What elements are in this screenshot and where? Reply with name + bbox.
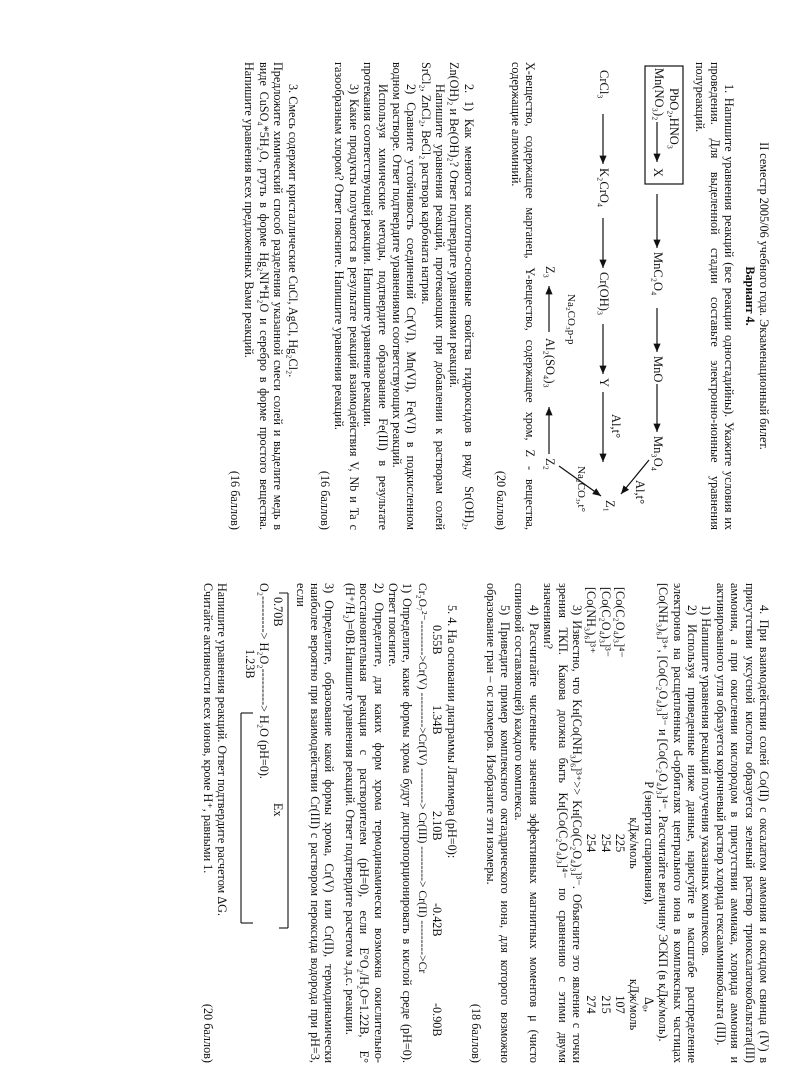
- latimer-chain: Cr₂O₇²⁻--------->Cr(V) --------->Cr(IV) ---------> Cr(III) ---------> Cr(II) --------->Cr: [416, 583, 430, 974]
- scheme-mn3o4: Mn₃O₄: [651, 436, 666, 472]
- reaction-scheme: [537, 62, 687, 530]
- col-p-unit: кДж/моль: [627, 817, 642, 869]
- exam-title: II семестр 2005/06 учебного года. Экзаменационный билет.: [757, 142, 771, 450]
- table-row: [613, 583, 627, 1063]
- q2-part2-b: Используя химические методы, подтвердите образование Fe(III) в результате протекания соответствующей реакции. Напишите уравнение реакции.: [361, 62, 390, 530]
- scheme-al-t-top: Al,t°: [633, 480, 648, 505]
- q4-item5: 5) Приведите пример комплексного октаэдрического иона, для которого возможно образование гран – ос изомеров. Изобразите эти изомеры.: [483, 583, 512, 1063]
- latimer-e1: 0.55В: [430, 625, 445, 655]
- latimer-e2: 1.34В: [430, 705, 445, 735]
- q3-intro: 3. Смесь содержит кристаллические CuCl, AgCl, Hg₂Cl₂.: [285, 84, 300, 378]
- latimer-e3: 2.10В: [430, 811, 445, 841]
- scheme-k2cro4: K₂CrO₄: [597, 168, 612, 208]
- ion-cell: [Co(NH₃)₆]³⁺: [584, 587, 599, 654]
- p-cell: 254: [598, 833, 613, 853]
- ion-cell: [Co(C₂O₄)₃]⁴⁻: [613, 587, 628, 658]
- scheme-mnc2o4: MnC₂O₄: [651, 252, 666, 296]
- peroxide-chain: O₂---------> H₂O₂---------> H₂O (pH=0).: [257, 583, 272, 779]
- scheme-na2co3-solution: Na₂CO₃р-р: [565, 294, 578, 345]
- q2-score: (16 баллов): [317, 470, 332, 530]
- q4-item1: 1) Напишите уравнения реакций получения указанных комплексов.: [699, 605, 714, 957]
- q5-final-row: [215, 583, 229, 1063]
- scheme-z2: Z₂: [543, 458, 558, 470]
- q2-part1-b: Напишите уравнения реакций, протекающих при добавлении к растворам солей SrCl₂, ZnCl₂, BeCl₂ раствора карбоната натрия.: [418, 62, 448, 530]
- col-p-header: P (энергия спаривания),: [641, 781, 656, 905]
- latimer-e5: -0.90В: [430, 1003, 445, 1037]
- energy-table-header: [627, 583, 656, 1063]
- scheme-na2co3-t: Na₂CO₃,t°: [575, 466, 588, 512]
- scheme-mn-nitrate: Mn(NO₃)₂: [652, 68, 667, 121]
- table-row: [598, 583, 612, 1063]
- q3-text: Предложите химический способ разделения указанной смеси солей и выделите медь в виде CuSO₄*5H₂O, ртуть в форме Hg₂NI*H₂O и серебро в форме простого вещества. Напишите уравнения всех предложенных Вами реакций.: [242, 62, 286, 530]
- latimer-e4: -0.42В: [430, 903, 445, 937]
- scheme-crcl3: CrCl₃: [597, 70, 612, 99]
- col-d-header: Δ₀,: [641, 996, 656, 1013]
- q1-note: X-вещество, содержащее марганец, Y-вещество, содержащее хром, Z - вещества, содержащие алюминий.: [508, 62, 538, 530]
- d-cell: 107: [613, 995, 628, 1014]
- q5-final-row-2: [201, 583, 215, 1063]
- scheme-mno: MnO: [651, 356, 666, 383]
- right-column: [10, 583, 771, 1063]
- ion-cell: [Co(C₂O₄)₃]³⁻: [598, 587, 613, 658]
- d-cell: 274: [584, 995, 599, 1014]
- p-cell: 254: [584, 833, 599, 853]
- q1-text: 1. Напишите уравнения реакций (все реакции одностадийны). Укажите условия их проведения. Для выделенной стадии составьте электронно-ионные уравнения полуреакций.: [693, 62, 737, 530]
- peroxide-e2: 1.23В: [243, 649, 258, 679]
- q2-part3: 3) Какие продукты получаются в результате реакций взаимодействия V, Nb и Ta с газообразным хлором? Ответ поясните. Напишите уравнения реакций.: [332, 62, 361, 530]
- q5-item3: 3) Определите, образование какой формы хрома, Cr(V) или Cr(II), термодинамически наиболее вероятно при взаимодействии Cr(III) с раствором пероксида водорода при pH=3, если: [293, 583, 337, 1063]
- scheme-croh3: Cr(OH)₃: [597, 272, 612, 316]
- peroxide-ex: Ex: [271, 803, 286, 817]
- q5-score: (20 баллов): [200, 1003, 215, 1063]
- scheme-box-reagent: PbO₂,HNO₃: [667, 88, 682, 150]
- q4-score: (18 баллов): [469, 1003, 484, 1063]
- q2-part1: 2. 1) Как меняются кислотно-основные свойства гидроксидов в ряду Sr(OH)₂, Zn(OH)₂ и Be(OH)₂? Ответ подтвердите уравнениями реакций.: [447, 62, 476, 530]
- q4-item2: 2) Используя приведенные ниже данные, нарисуйте в масштабе распределение электронов на расщепленных d-орбиталях центрального иона в комплексных частицах [Co(NH₃)₆]³⁺, [Co(C₂O₄)₃]³⁻ и [Co(C₂O₄)₃]⁴⁻. Рассчитайте величину ЭСКП (в кДж/моль).: [656, 583, 700, 1063]
- table-row: [584, 583, 598, 1063]
- scheme-z1: Z₁: [603, 500, 618, 512]
- scheme-x: X: [651, 168, 666, 178]
- peroxide-e1: 0.70В: [271, 597, 286, 627]
- left-column: [10, 62, 771, 530]
- scheme-al2so43: Al₂(SO₄)₃: [543, 338, 558, 388]
- q5-item4: Напишите уравнения реакций. Ответ подтвердите расчетом ΔG.: [215, 583, 230, 917]
- q4-text: 4. При взаимодействии солей Co(II) с оксалатом аммония и оксидом свинца (IV) в присутствии уксусной кислоты образуется зеленый раствор триоксалатокобальтата(III) аммония, а при окислении кислородом в присутствии аммиака, хлорида аммония и активированного угля образуется коричневый раствор хлорида гексаамминкобальта (III).: [713, 583, 771, 1063]
- latimer-diagram: [414, 583, 444, 1063]
- q2-part2: 2) Сравните устойчивость соединений Cr(VI), Mn(VI), Fe(VI) в подкисленном водном растворе. Ответ подтвердите уравнениями соответствующих реакций.: [389, 62, 419, 530]
- q3-score: (16 баллов): [228, 470, 243, 530]
- q4-item3: 3) Известно, что Kн[Co(NH₃)₆]³⁺>> Kн[Co(C₂O₄)₃]³⁻. Объясните это явление с точки зрения ТКП. Какова должна быть Kн[Co(C₂O₄)₃]⁴⁻ по сравнению с этими двумя значениями?: [541, 583, 584, 1063]
- q5-item2: 2) Определите, для каких форм хрома термодинамически возможна окислительно-восстановительная реакция с растворителем (pH=0), если E°O₂/H₂O=1.22В, E°(H⁺/H₂)=0В.Напишите уравнения реакций. Ответ подтвердите расчетом э.д.с. реакции.: [342, 583, 386, 1063]
- col-d-unit: кДж/моль: [627, 978, 642, 1031]
- scheme-y: Y: [597, 378, 612, 388]
- energy-table: [584, 583, 656, 1063]
- d-cell: 215: [598, 995, 613, 1014]
- scheme-al-t-mid: Al,t°: [609, 414, 624, 439]
- scheme-z3: Z₃: [543, 266, 558, 278]
- p-cell: 225: [613, 833, 628, 853]
- q4-item4: 4) Рассчитайте численные значения эффективных магнитных моментов μ (чисто спиновой составляющей) каждого комплекса.: [512, 583, 541, 1063]
- q1-score: (20 баллов): [494, 470, 509, 530]
- q5-title: 5. 4. На основании диаграммы Латимера (pH=0):: [444, 605, 459, 859]
- q5-item5: Считайте активности всех ионов, кроме H⁺, равными 1.: [200, 583, 215, 874]
- variant-label: Вариант 4.: [742, 266, 757, 326]
- q5-item1: 1) Определите, какие формы хрома будут диспропорционировать в кислой среде (pH=0). Ответ поясните.: [386, 583, 415, 1063]
- peroxide-diagram: [235, 583, 293, 1063]
